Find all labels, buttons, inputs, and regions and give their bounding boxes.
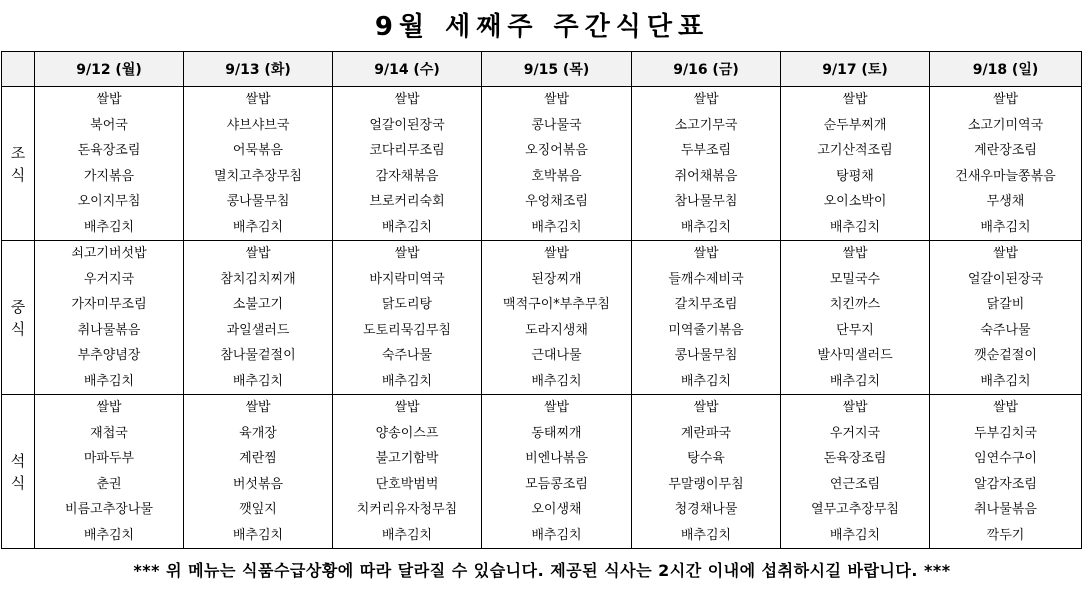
menu-item: 계란파국 xyxy=(680,425,732,441)
menu-item: 쌀밥 xyxy=(394,92,420,107)
menu-item: 모듬콩조림 xyxy=(525,476,588,492)
menu-item: 숙주나물 xyxy=(980,322,1031,338)
menu-cell xyxy=(482,241,632,395)
menu-item: 쌀밥 xyxy=(992,400,1019,415)
menu-item: 우거지국 xyxy=(829,425,881,441)
menu-item: 배추김치 xyxy=(829,373,881,389)
meal-label-char: 중 xyxy=(10,297,26,316)
menu-item: 청경채나물 xyxy=(674,502,738,517)
menu-item: 소불고기 xyxy=(232,297,284,312)
menu-item: 깍두기 xyxy=(986,527,1025,543)
menu-item: 비름고추장나물 xyxy=(65,502,153,517)
menu-item: 건새우마늘쫑볶음 xyxy=(955,168,1056,184)
menu-item: 배추김치 xyxy=(680,219,732,235)
menu-cell xyxy=(930,395,1082,549)
menu-item: 배추김치 xyxy=(232,373,284,389)
menu-item: 계란찜 xyxy=(239,451,277,466)
menu-item: 단호박범벅 xyxy=(375,476,439,492)
menu-item: 배추김치 xyxy=(531,527,582,543)
menu-cell xyxy=(632,241,781,395)
menu-cell xyxy=(184,87,333,241)
menu-item: 배추김치 xyxy=(83,527,135,543)
menu-item: 쌀밥 xyxy=(543,92,570,107)
menu-item: 치킨까스 xyxy=(829,297,881,312)
weekly-menu-table xyxy=(1,51,1082,549)
menu-item: 비엔나볶음 xyxy=(525,451,588,466)
menu-item: 미역줄기볶음 xyxy=(668,322,744,338)
menu-item: 우엉채조림 xyxy=(525,194,588,209)
menu-item: 얼갈이된장국 xyxy=(369,117,445,133)
menu-cell xyxy=(333,87,482,241)
menu-item: 배추김치 xyxy=(980,219,1031,235)
menu-item: 참치김치찌개 xyxy=(220,271,296,287)
meal-label xyxy=(2,87,35,241)
menu-item: 탕수육 xyxy=(687,451,725,466)
meal-row xyxy=(2,87,1082,241)
meal-label-char: 식 xyxy=(10,319,26,338)
menu-item: 모밀국수 xyxy=(829,271,881,287)
menu-item: 쌀밥 xyxy=(96,400,122,415)
menu-item: 코다리무조림 xyxy=(369,143,445,158)
menu-item: 쌀밥 xyxy=(693,246,719,261)
menu-item: 오징어볶음 xyxy=(525,143,588,158)
day-header: 9/13 (화) xyxy=(184,52,333,87)
menu-cell xyxy=(35,395,184,549)
menu-item: 오이생채 xyxy=(531,502,582,517)
menu-item: 돈육장조림 xyxy=(77,143,141,158)
menu-item: 된장찌개 xyxy=(531,271,582,287)
menu-item: 배추김치 xyxy=(680,373,732,389)
menu-item: 춘권 xyxy=(96,476,122,492)
menu-item: 호박볶음 xyxy=(531,168,582,184)
menu-item: 연근조림 xyxy=(829,476,881,492)
day-header: 9/14 (수) xyxy=(333,52,482,87)
menu-cell xyxy=(35,241,184,395)
day-header: 9/12 (월) xyxy=(35,52,184,87)
menu-item: 쌀밥 xyxy=(245,400,271,415)
meal-label xyxy=(2,395,35,549)
menu-item: 마파두부 xyxy=(83,451,135,466)
menu-item: 쌀밥 xyxy=(992,246,1019,261)
menu-item: 양송이스프 xyxy=(375,425,439,441)
meal-row xyxy=(2,395,1082,549)
meal-label-char: 식 xyxy=(10,165,26,184)
menu-item: 오이소박이 xyxy=(823,194,887,209)
meal-label-char: 석 xyxy=(10,451,26,470)
menu-item: 배추김치 xyxy=(531,219,582,235)
menu-item: 육개장 xyxy=(239,425,277,441)
menu-item: 쌀밥 xyxy=(693,92,719,107)
day-header-row xyxy=(2,52,1082,87)
meal-label xyxy=(2,241,35,395)
menu-item: 근대나물 xyxy=(531,348,582,363)
menu-cell xyxy=(333,241,482,395)
menu-item: 탕평채 xyxy=(836,168,874,184)
menu-item: 우거지국 xyxy=(83,271,135,287)
menu-cell xyxy=(35,87,184,241)
menu-item: 브로커리숙회 xyxy=(369,194,445,209)
menu-cell xyxy=(184,395,333,549)
menu-item: 쌀밥 xyxy=(96,92,122,107)
menu-item: 맥적구이*부추무침 xyxy=(503,297,610,312)
menu-item: 단무지 xyxy=(836,322,874,338)
menu-cell xyxy=(781,241,930,395)
menu-item: 쌀밥 xyxy=(245,92,271,107)
menu-item: 가자미무조림 xyxy=(71,297,147,312)
meal-label-char: 조 xyxy=(10,143,26,162)
day-header: 9/18 (일) xyxy=(930,52,1082,87)
menu-item: 도토리묵김무침 xyxy=(363,322,451,338)
day-header: 9/17 (토) xyxy=(781,52,930,87)
menu-cell xyxy=(482,395,632,549)
menu-item: 쌀밥 xyxy=(842,400,868,415)
menu-item: 들깨수제비국 xyxy=(668,271,744,287)
menu-item: 부추양념장 xyxy=(77,348,141,363)
menu-item: 콩나물무침 xyxy=(226,194,290,209)
menu-item: 과일샐러드 xyxy=(226,322,290,338)
menu-item: 쌀밥 xyxy=(992,92,1019,107)
menu-item: 배추김치 xyxy=(980,373,1031,389)
menu-item: 쇠고기버섯밥 xyxy=(71,246,147,261)
menu-item: 알감자조림 xyxy=(974,476,1037,492)
menu-item: 콩나물무침 xyxy=(674,348,738,363)
menu-item: 쌀밥 xyxy=(842,246,868,261)
meal-row xyxy=(2,241,1082,395)
menu-item: 깻잎지 xyxy=(239,502,277,517)
menu-item: 오이지무침 xyxy=(77,194,141,209)
menu-cell xyxy=(781,87,930,241)
menu-item: 배추김치 xyxy=(83,373,135,389)
menu-item: 소고기미역국 xyxy=(967,117,1044,133)
menu-item: 쌀밥 xyxy=(842,92,868,107)
menu-cell xyxy=(333,395,482,549)
menu-item: 얼갈이된장국 xyxy=(967,271,1044,287)
meal-label-char: 식 xyxy=(10,473,26,492)
menu-cell xyxy=(930,241,1082,395)
menu-item: 취나물볶음 xyxy=(77,322,141,338)
menu-item: 고기산적조림 xyxy=(817,143,893,158)
menu-item: 발사믹샐러드 xyxy=(817,348,893,363)
menu-item: 바지락미역국 xyxy=(369,271,445,287)
menu-cell xyxy=(482,87,632,241)
menu-cell xyxy=(632,395,781,549)
menu-item: 쌀밥 xyxy=(245,246,271,261)
menu-item: 쥐어채볶음 xyxy=(674,168,738,184)
menu-item: 참나물겉절이 xyxy=(220,348,296,363)
menu-item: 돈육장조림 xyxy=(823,451,887,466)
menu-item: 배추김치 xyxy=(381,527,433,543)
menu-item: 쌀밥 xyxy=(394,246,420,261)
menu-item: 두부조림 xyxy=(680,143,732,158)
menu-item: 도라지생채 xyxy=(525,322,588,338)
footer-notice: *** 위 메뉴는 식품수급상황에 따라 달라질 수 있습니다. 제공된 식사는 2시간 이내에 섭취하시길 바랍니다. *** xyxy=(133,561,951,580)
menu-item: 배추김치 xyxy=(83,219,135,235)
menu-item: 북어국 xyxy=(90,117,128,133)
menu-item: 쌀밥 xyxy=(543,246,570,261)
menu-item: 참나물무침 xyxy=(674,194,738,209)
menu-item: 소고기무국 xyxy=(674,117,738,133)
menu-item: 두부김치국 xyxy=(974,425,1037,441)
menu-cell xyxy=(184,241,333,395)
page-title: 9월 세째주 주간식단표 xyxy=(374,12,710,42)
menu-item: 순두부찌개 xyxy=(823,117,887,133)
menu-item: 배추김치 xyxy=(829,219,881,235)
menu-item: 재첩국 xyxy=(90,425,128,441)
menu-item: 쌀밥 xyxy=(693,400,719,415)
menu-item: 감자채볶음 xyxy=(375,168,439,184)
menu-item: 어묵볶음 xyxy=(232,143,284,158)
menu-item: 열무고추장무침 xyxy=(811,502,899,517)
menu-item: 배추김치 xyxy=(829,527,881,543)
menu-item: 깻순겉절이 xyxy=(974,348,1037,363)
menu-item: 임연수구이 xyxy=(974,451,1037,466)
menu-cell xyxy=(930,87,1082,241)
menu-item: 가지볶음 xyxy=(83,168,135,184)
menu-item: 동태찌개 xyxy=(531,425,582,441)
menu-item: 무말랭이무침 xyxy=(668,476,744,492)
menu-item: 치커리유자청무침 xyxy=(356,502,458,517)
menu-item: 갈치무조림 xyxy=(674,297,738,312)
corner-cell xyxy=(2,52,35,87)
menu-item: 숙주나물 xyxy=(381,348,433,363)
menu-item: 배추김치 xyxy=(381,373,433,389)
menu-item: 무생채 xyxy=(986,194,1025,209)
menu-item: 배추김치 xyxy=(232,527,284,543)
menu-item: 쌀밥 xyxy=(394,400,420,415)
menu-item: 계란장조림 xyxy=(974,143,1037,158)
day-header: 9/15 (목) xyxy=(482,52,632,87)
menu-item: 버섯볶음 xyxy=(232,476,284,492)
menu-item: 멸치고추장무침 xyxy=(214,168,302,184)
menu-item: 배추김치 xyxy=(531,373,582,389)
menu-item: 취나물볶음 xyxy=(974,502,1037,517)
menu-cell xyxy=(781,395,930,549)
menu-item: 쌀밥 xyxy=(543,400,570,415)
menu-item: 배추김치 xyxy=(680,527,732,543)
menu-cell xyxy=(632,87,781,241)
menu-item: 불고기함박 xyxy=(375,451,439,466)
menu-item: 샤브샤브국 xyxy=(226,117,290,133)
menu-item: 배추김치 xyxy=(381,219,433,235)
menu-item: 닭갈비 xyxy=(986,297,1025,312)
menu-item: 닭도리탕 xyxy=(381,297,433,312)
day-header: 9/16 (금) xyxy=(632,52,781,87)
menu-item: 배추김치 xyxy=(232,219,284,235)
menu-item: 콩나물국 xyxy=(531,117,582,133)
